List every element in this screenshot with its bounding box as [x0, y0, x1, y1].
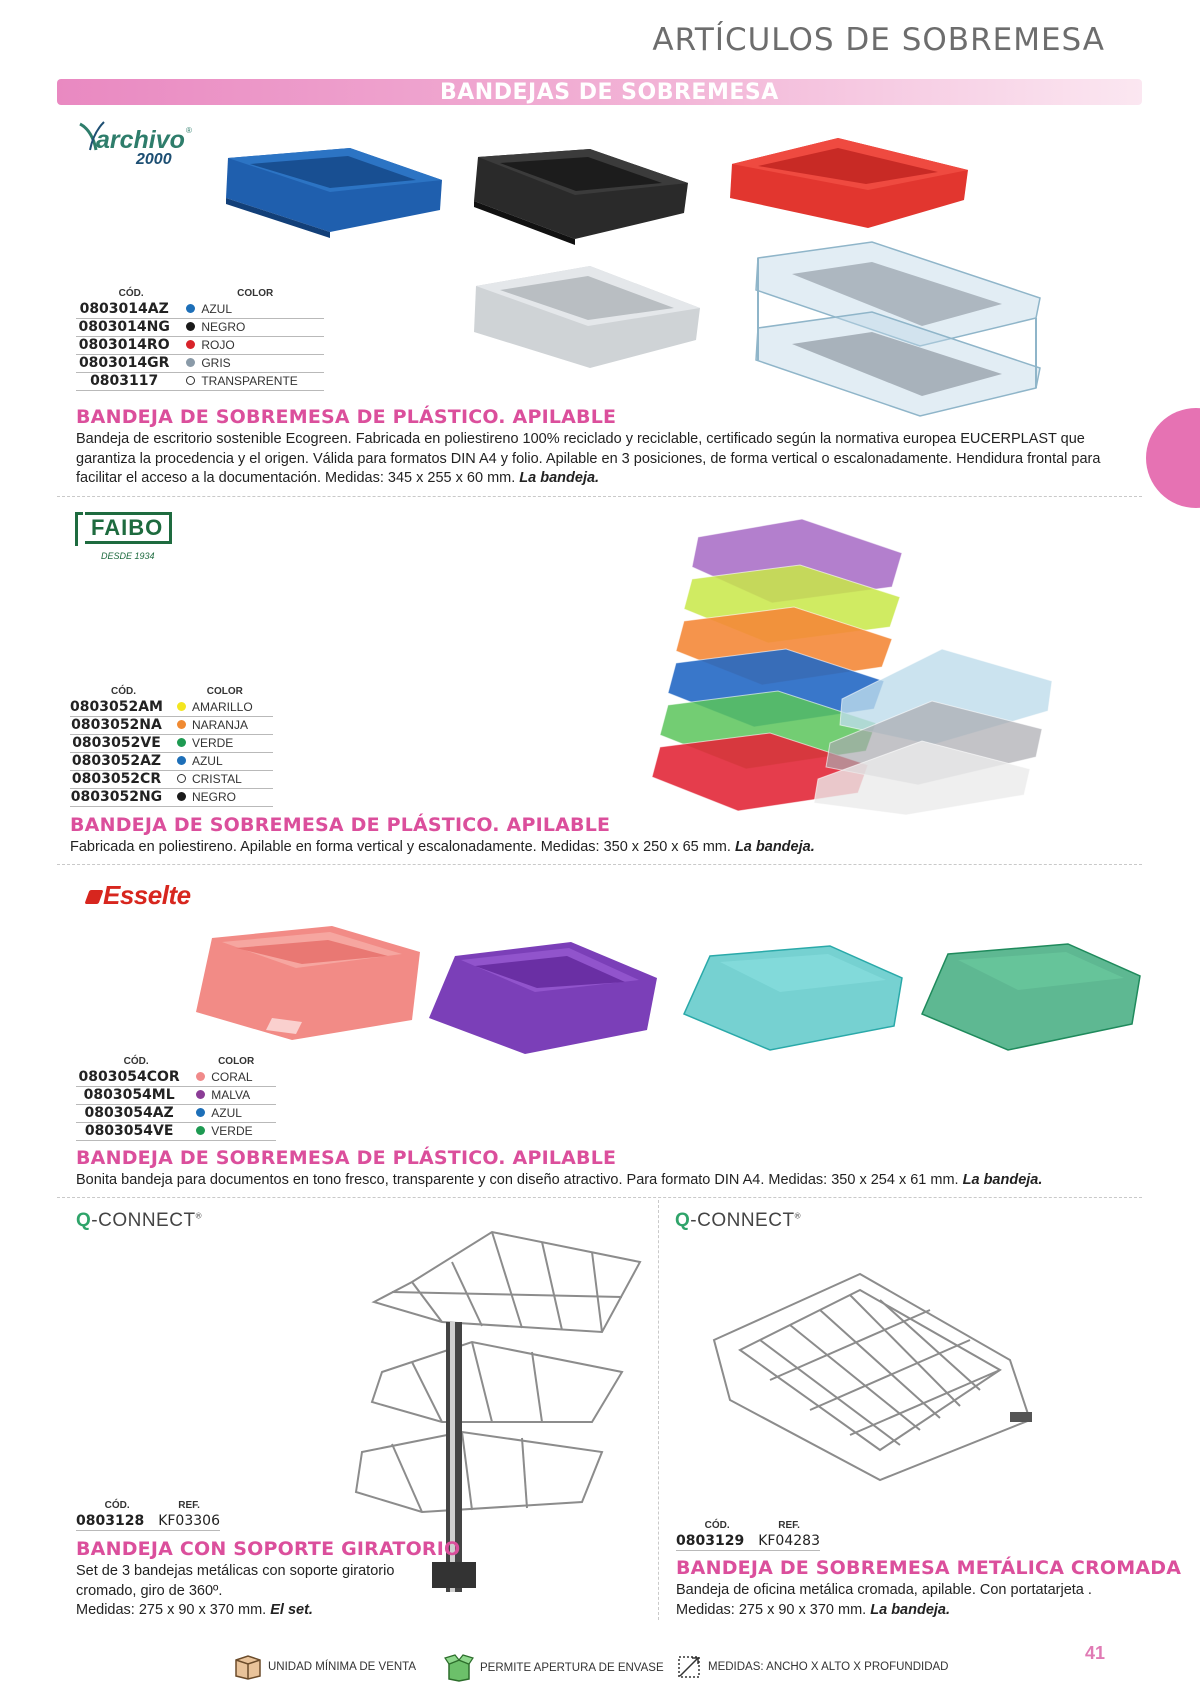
product-code: 0803052AM [70, 699, 177, 717]
product-code: 0803052VE [70, 735, 177, 753]
archivo-logo-word: archivo [96, 126, 185, 154]
product-code: 0803014NG [76, 319, 186, 337]
faibo-logo-sub: DESDE 1934 [101, 551, 155, 561]
col-header-code: CÓD. [118, 288, 144, 299]
color-swatch-icon [186, 340, 195, 349]
tray-image-faibo-stack [622, 515, 1067, 815]
product-code: 0803052NA [70, 717, 177, 735]
table-row [70, 753, 273, 771]
product-code: 0803128 [76, 1513, 158, 1531]
q-connect-logo-q: Q [675, 1210, 691, 1231]
tray-image-red [728, 134, 973, 234]
product-ref: KF04283 [758, 1533, 820, 1549]
color-name: NARANJA [191, 718, 248, 732]
product-title: BANDEJA DE SOBREMESA DE PLÁSTICO. APILABLE [70, 814, 611, 836]
open-box-icon [444, 1654, 474, 1682]
table-row [76, 301, 324, 319]
product-title: BANDEJA DE SOBREMESA DE PLÁSTICO. APILABLE [76, 1147, 617, 1169]
color-swatch-icon [177, 774, 186, 783]
divider [57, 1197, 1142, 1198]
color-swatch-icon [177, 720, 186, 729]
color-swatch-icon [177, 792, 186, 801]
description-text: Bonita bandeja para documentos en tono fresco, transparente y con diseño atractivo. Para formato DIN A4. Medidas: 350 x 254 x 61 mm. [76, 1172, 959, 1188]
esselte-logo-mark [84, 890, 103, 904]
product-code: 0803014GR [76, 355, 186, 373]
color-swatch-icon [186, 304, 195, 313]
q-connect-logo-q: Q [76, 1210, 92, 1231]
color-name: ROJO [201, 338, 235, 352]
color-swatch-icon [177, 738, 186, 747]
divider [57, 864, 1142, 865]
esselte-logo-word: Esselte [103, 880, 191, 910]
product-code: 0803054VE [76, 1123, 196, 1141]
description-line: Medidas: 275 x 90 x 370 mm. [76, 1602, 267, 1618]
code-table-archivo [76, 288, 324, 391]
description-line: Medidas: 275 x 90 x 370 mm. [676, 1601, 867, 1618]
col-header-color: COLOR [206, 686, 243, 697]
table-row [76, 1087, 276, 1105]
q-connect-logo [675, 1210, 801, 1232]
color-swatch-icon [196, 1108, 205, 1117]
box-icon [234, 1654, 262, 1680]
table-row [76, 1123, 276, 1141]
legend-text: MEDIDAS: ANCHO X ALTO X PROFUNDIDAD [708, 1661, 949, 1673]
page-number: 41 [1084, 1643, 1105, 1663]
color-swatch-icon [186, 322, 195, 331]
faibo-logo [75, 507, 175, 565]
color-swatch-icon [177, 756, 186, 765]
table-row [76, 355, 324, 373]
col-header-code: CÓD. [110, 686, 136, 697]
legend-open-pack [444, 1654, 664, 1682]
table-row [70, 789, 273, 807]
tray-image-coral [192, 922, 424, 1042]
archivo-2000-logo [78, 118, 198, 168]
product-code: 0803054COR [76, 1069, 196, 1087]
tray-image-transparent-stack [752, 238, 1047, 423]
col-header-code: CÓD. [104, 1500, 130, 1511]
table-row [70, 699, 273, 717]
product-description [76, 1171, 1136, 1191]
color-name: AMARILLO [191, 700, 253, 714]
col-header-color: COLOR [218, 1056, 255, 1067]
color-name: AZUL [201, 302, 233, 316]
color-name: VERDE [211, 1124, 253, 1138]
product-code: 0803129 [676, 1533, 758, 1551]
color-name: AZUL [191, 754, 223, 768]
unit-label: La bandeja. [734, 839, 815, 855]
q-connect-logo [76, 1210, 202, 1232]
color-swatch-icon [196, 1072, 205, 1081]
q-connect-logo-reg: ® [794, 1211, 801, 1221]
product-title: BANDEJA DE SOBREMESA DE PLÁSTICO. APILABLE [76, 406, 617, 428]
archivo-logo-reg: ® [186, 126, 192, 135]
unit-label: La bandeja. [962, 1172, 1043, 1188]
color-swatch-icon [196, 1126, 205, 1135]
legend-text: UNIDAD MÍNIMA DE VENTA [268, 1661, 417, 1673]
section-title: BANDEJAS DE SOBREMESA [440, 80, 779, 105]
product-code: 0803054AZ [76, 1105, 196, 1123]
table-row [676, 1533, 820, 1551]
table-row [70, 771, 273, 789]
product-code: 0803014AZ [76, 301, 186, 319]
table-row [76, 337, 324, 355]
product-code: 0803014RO [76, 337, 186, 355]
code-table-esselte [76, 1056, 276, 1141]
unit-label: El set. [270, 1602, 313, 1618]
legend-text: PERMITE APERTURA DE ENVASE [480, 1662, 664, 1674]
table-row [76, 1105, 276, 1123]
color-name: MALVA [211, 1088, 251, 1102]
product-description [76, 430, 1136, 489]
product-title: BANDEJA CON SOPORTE GIRATORIO [76, 1538, 461, 1560]
esselte-logo [87, 880, 191, 911]
vertical-divider [658, 1200, 659, 1620]
chrome-wire-tray-image [710, 1270, 1040, 1485]
table-row [76, 1513, 220, 1531]
q-connect-logo-reg: ® [195, 1211, 202, 1221]
color-name: TRANSPARENTE [201, 374, 298, 388]
tray-image-blue-transparent [680, 942, 905, 1052]
product-code: 0803052CR [70, 771, 177, 789]
unit-label: La bandeja. [519, 470, 600, 486]
color-name: AZUL [211, 1106, 242, 1120]
col-header-code: CÓD. [123, 1056, 149, 1067]
color-name: GRIS [201, 356, 231, 370]
faibo-logo-word: FAIBO [85, 512, 172, 544]
unit-label: La bandeja. [870, 1601, 951, 1618]
q-connect-logo-word: -CONNECT [690, 1210, 795, 1231]
footer-legend [0, 1648, 1200, 1678]
legend-measures [676, 1654, 948, 1680]
color-swatch-icon [196, 1090, 205, 1099]
code-table-metalica [676, 1520, 820, 1551]
product-description [76, 1562, 456, 1621]
description-line: Set de 3 bandejas metálicas con soporte giratorio [76, 1563, 395, 1579]
col-header-ref: REF. [178, 1500, 200, 1511]
color-name: CRISTAL [191, 772, 242, 786]
description-line: Bandeja de oficina metálica cromada, apilable. Con portatarjeta . [676, 1582, 1092, 1598]
product-description [676, 1581, 1136, 1620]
section-bar [57, 79, 1142, 105]
col-header-color: COLOR [237, 288, 274, 299]
product-code: 0803117 [76, 373, 186, 391]
description-text: Bandeja de escritorio sostenible Ecogreen. Fabricada en poliestireno 100% reciclado y reciclable, certificado según la normativa europea EUCERPLAST que garantiza la procedencia y el origen. Válida para formatos DIN A4 y folio. Apilable en 3 posiciones, de forma vertical o escalonadamente. Hendidura frontal para facilitar el acceso a la documentación. Medidas: 345 x 255 x 60 mm. [76, 431, 1101, 486]
product-ref: KF03306 [158, 1513, 220, 1529]
product-code: 0803052NG [70, 789, 177, 807]
product-code: 0803052AZ [70, 753, 177, 771]
tray-image-green-transparent [918, 940, 1143, 1052]
divider [57, 496, 1142, 497]
color-swatch-icon [186, 358, 195, 367]
q-connect-logo-word: -CONNECT [91, 1210, 196, 1231]
tray-image-black [470, 145, 695, 245]
legend-unit-min [234, 1654, 416, 1680]
archivo-logo-year: 2000 [136, 151, 172, 168]
side-tab [1146, 408, 1200, 508]
color-name: NEGRO [191, 790, 236, 804]
product-code: 0803054ML [76, 1087, 196, 1105]
code-table-giratorio [76, 1500, 220, 1531]
table-row [76, 319, 324, 337]
col-header-ref: REF. [778, 1520, 800, 1531]
color-name: CORAL [211, 1070, 253, 1084]
table-row [76, 1069, 276, 1087]
table-row [70, 735, 273, 753]
description-line: cromado, giro de 360º. [76, 1582, 223, 1599]
color-name: VERDE [191, 736, 234, 750]
tray-image-grey [470, 262, 706, 372]
dimensions-icon [676, 1654, 702, 1680]
description-text: Fabricada en poliestireno. Apilable en forma vertical y escalonadamente. Medidas: 350 x 250 x 65 mm. [70, 839, 731, 855]
color-swatch-icon [177, 702, 186, 711]
tray-image-mauve [425, 938, 660, 1058]
tray-image-blue [220, 140, 448, 240]
color-swatch-icon [186, 376, 195, 385]
color-name: NEGRO [201, 320, 246, 334]
page-title: ARTÍCULOS DE SOBREMESA [652, 22, 1105, 58]
table-row [70, 717, 273, 735]
product-title: BANDEJA DE SOBREMESA METÁLICA CROMADA [676, 1557, 1182, 1579]
table-row [76, 373, 324, 391]
faibo-logo-frame [75, 512, 83, 546]
col-header-code: CÓD. [704, 1520, 730, 1531]
product-description [70, 838, 1130, 858]
code-table-faibo [70, 686, 273, 807]
